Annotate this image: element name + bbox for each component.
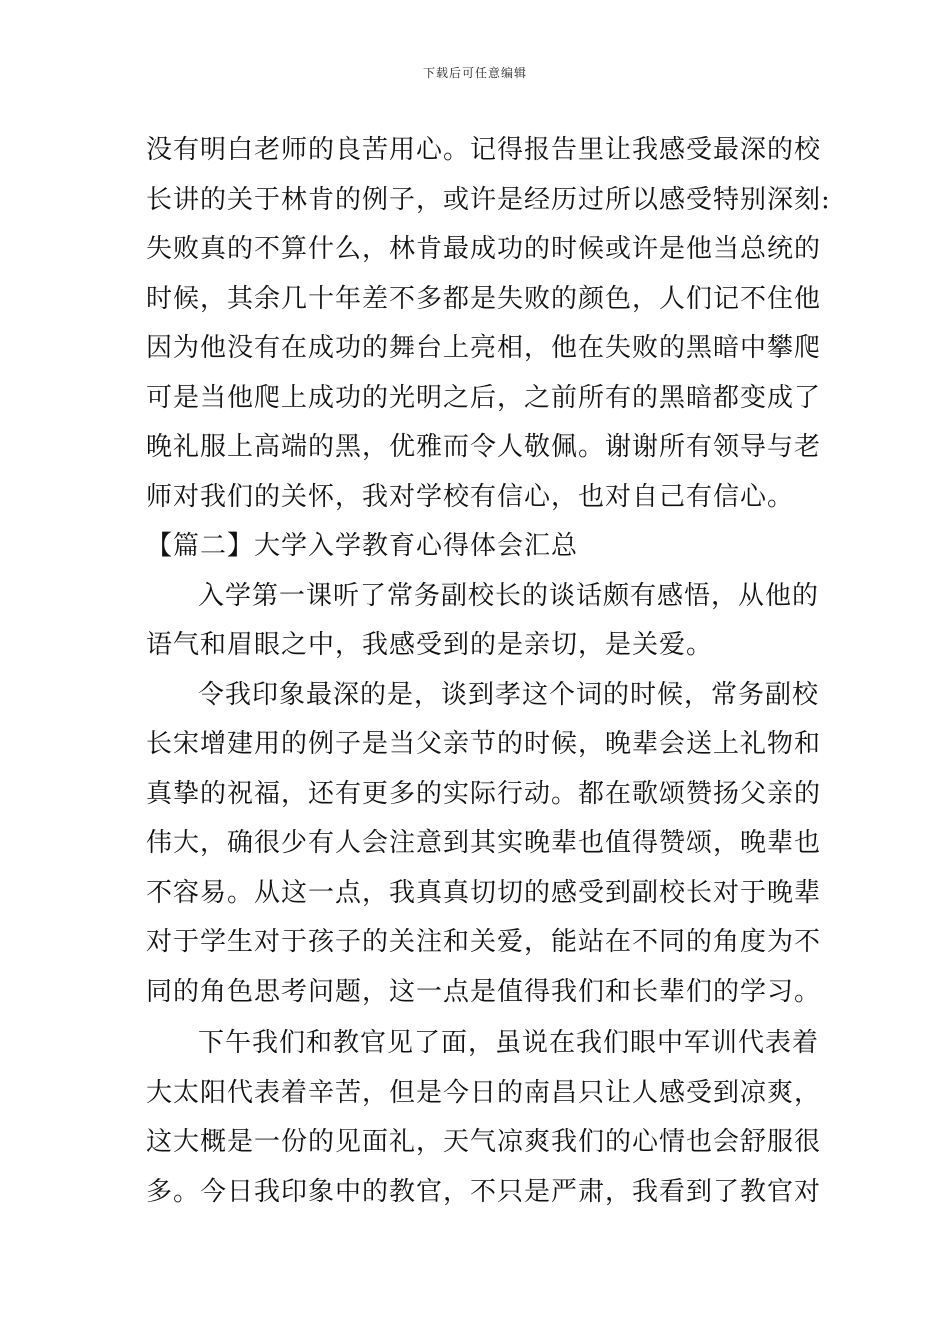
section-heading: 【篇二】大学入学教育心得体会汇总 — [146, 531, 579, 561]
text-line: 多。今日我印象中的教官，不只是严肃，我看到了教官对 — [146, 1176, 822, 1207]
text-line: 入学第一课听了常务副校长的谈话颇有感悟，从他的 — [198, 580, 820, 611]
text-line: 这大概是一份的见面礼，天气凉爽我们的心情也会舒服很 — [146, 1127, 822, 1157]
text-line: 师对我们的关怀，我对学校有信心，也对自己有信心。 — [146, 481, 795, 512]
text-line: 可是当他爬上成功的光明之后，之前所有的黑暗都变成了 — [146, 382, 822, 413]
text-line: 长宋增建用的例子是当父亲节的时候，晚辈会送上礼物和 — [146, 729, 822, 759]
text-line: 时候，其余几十年差不多都是失败的颜色，人们记不住他 — [146, 283, 822, 314]
text-line: 晚礼服上高端的黑，优雅而令人敬佩。谢谢所有领导与老 — [146, 432, 822, 462]
text-line: 失败真的不算什么，林肯最成功的时候或许是他当总统的 — [146, 234, 822, 264]
text-line: 因为他没有在成功的舞台上亮相，他在失败的黑暗中攀爬 — [146, 333, 822, 363]
text-line: 长讲的关于林肯的例子，或许是经历过所以感受特别深刻: — [146, 184, 831, 215]
text-line: 伟大，确很少有人会注意到其实晚辈也值得赞颂，晚辈也 — [146, 828, 822, 858]
text-line: 对于学生对于孩子的关注和关爱，能站在不同的角度为不 — [146, 927, 822, 957]
text-line: 下午我们和教官见了面，虽说在我们眼中军训代表着 — [198, 1028, 820, 1058]
body-text — [146, 126, 831, 1217]
header-note: 下载后可任意编辑 — [422, 66, 527, 80]
text-line: 不容易。从这一点，我真真切切的感受到副校长对于晚辈 — [146, 877, 822, 908]
text-line: 令我印象最深的是，谈到孝这个词的时候，常务副校 — [198, 679, 820, 710]
text-line: 没有明白老师的良苦用心。记得报告里让我感受最深的校 — [146, 135, 822, 165]
text-line: 语气和眉眼之中，我感受到的是亲切，是关爱。 — [146, 630, 714, 660]
text-line: 大太阳代表着辛苦，但是今日的南昌只让人感受到凉爽， — [146, 1077, 822, 1108]
text-line: 真挚的祝福，还有更多的实际行动。都在歌颂赞扬父亲的 — [146, 778, 822, 809]
text-line: 同的角色思考问题，这一点是值得我们和长辈们的学习。 — [146, 976, 822, 1007]
